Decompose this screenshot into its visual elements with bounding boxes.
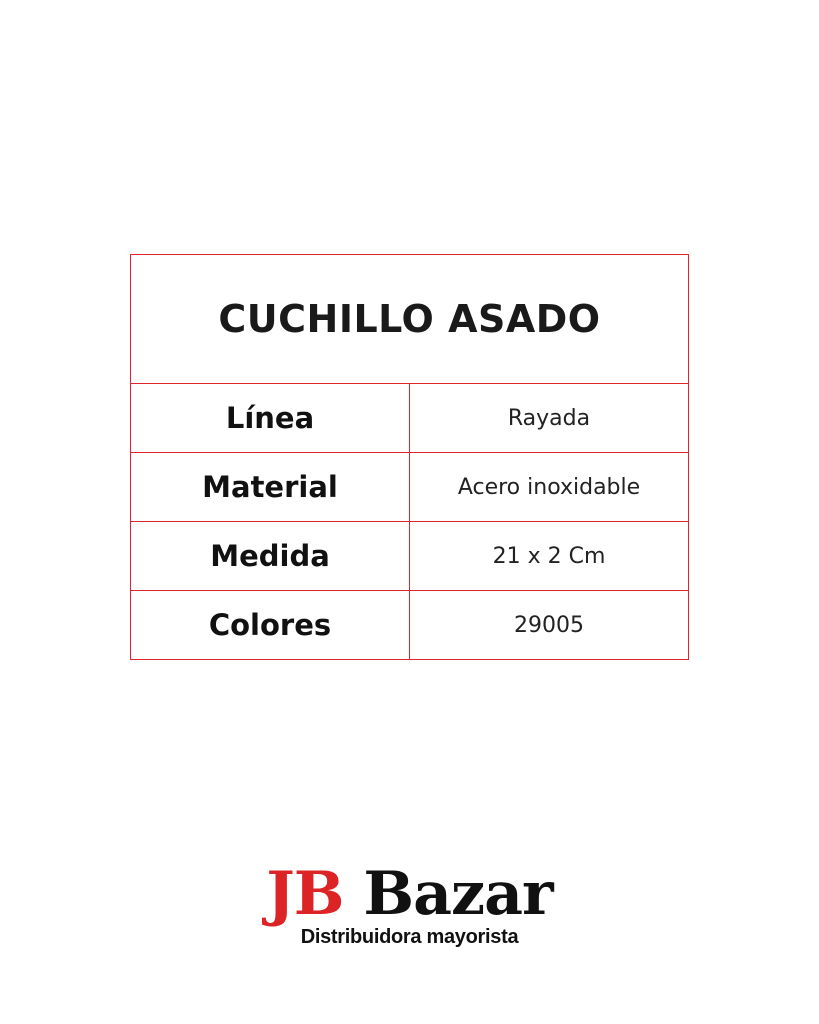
- spec-label: Colores: [131, 591, 410, 660]
- spec-row-material: [131, 453, 689, 522]
- spec-value: 21 x 2 Cm: [410, 522, 689, 591]
- product-spec-table: [130, 254, 689, 660]
- brand-name: [0, 859, 819, 929]
- product-title: CUCHILLO ASADO: [131, 255, 689, 384]
- spec-row-colores: [131, 591, 689, 660]
- spec-value: Rayada: [410, 384, 689, 453]
- spec-label: Material: [131, 453, 410, 522]
- spec-row-medida: [131, 522, 689, 591]
- brand-logo: [0, 859, 819, 949]
- spec-row-linea: [131, 384, 689, 453]
- spec-label: Medida: [131, 522, 410, 591]
- brand-jb: JB: [266, 859, 344, 929]
- brand-bazar: Bazar: [363, 859, 553, 929]
- spec-value: 29005: [410, 591, 689, 660]
- spec-value: Acero inoxidable: [410, 453, 689, 522]
- brand-tagline: Distribuidora mayorista: [300, 926, 519, 948]
- spec-label: Línea: [131, 384, 410, 453]
